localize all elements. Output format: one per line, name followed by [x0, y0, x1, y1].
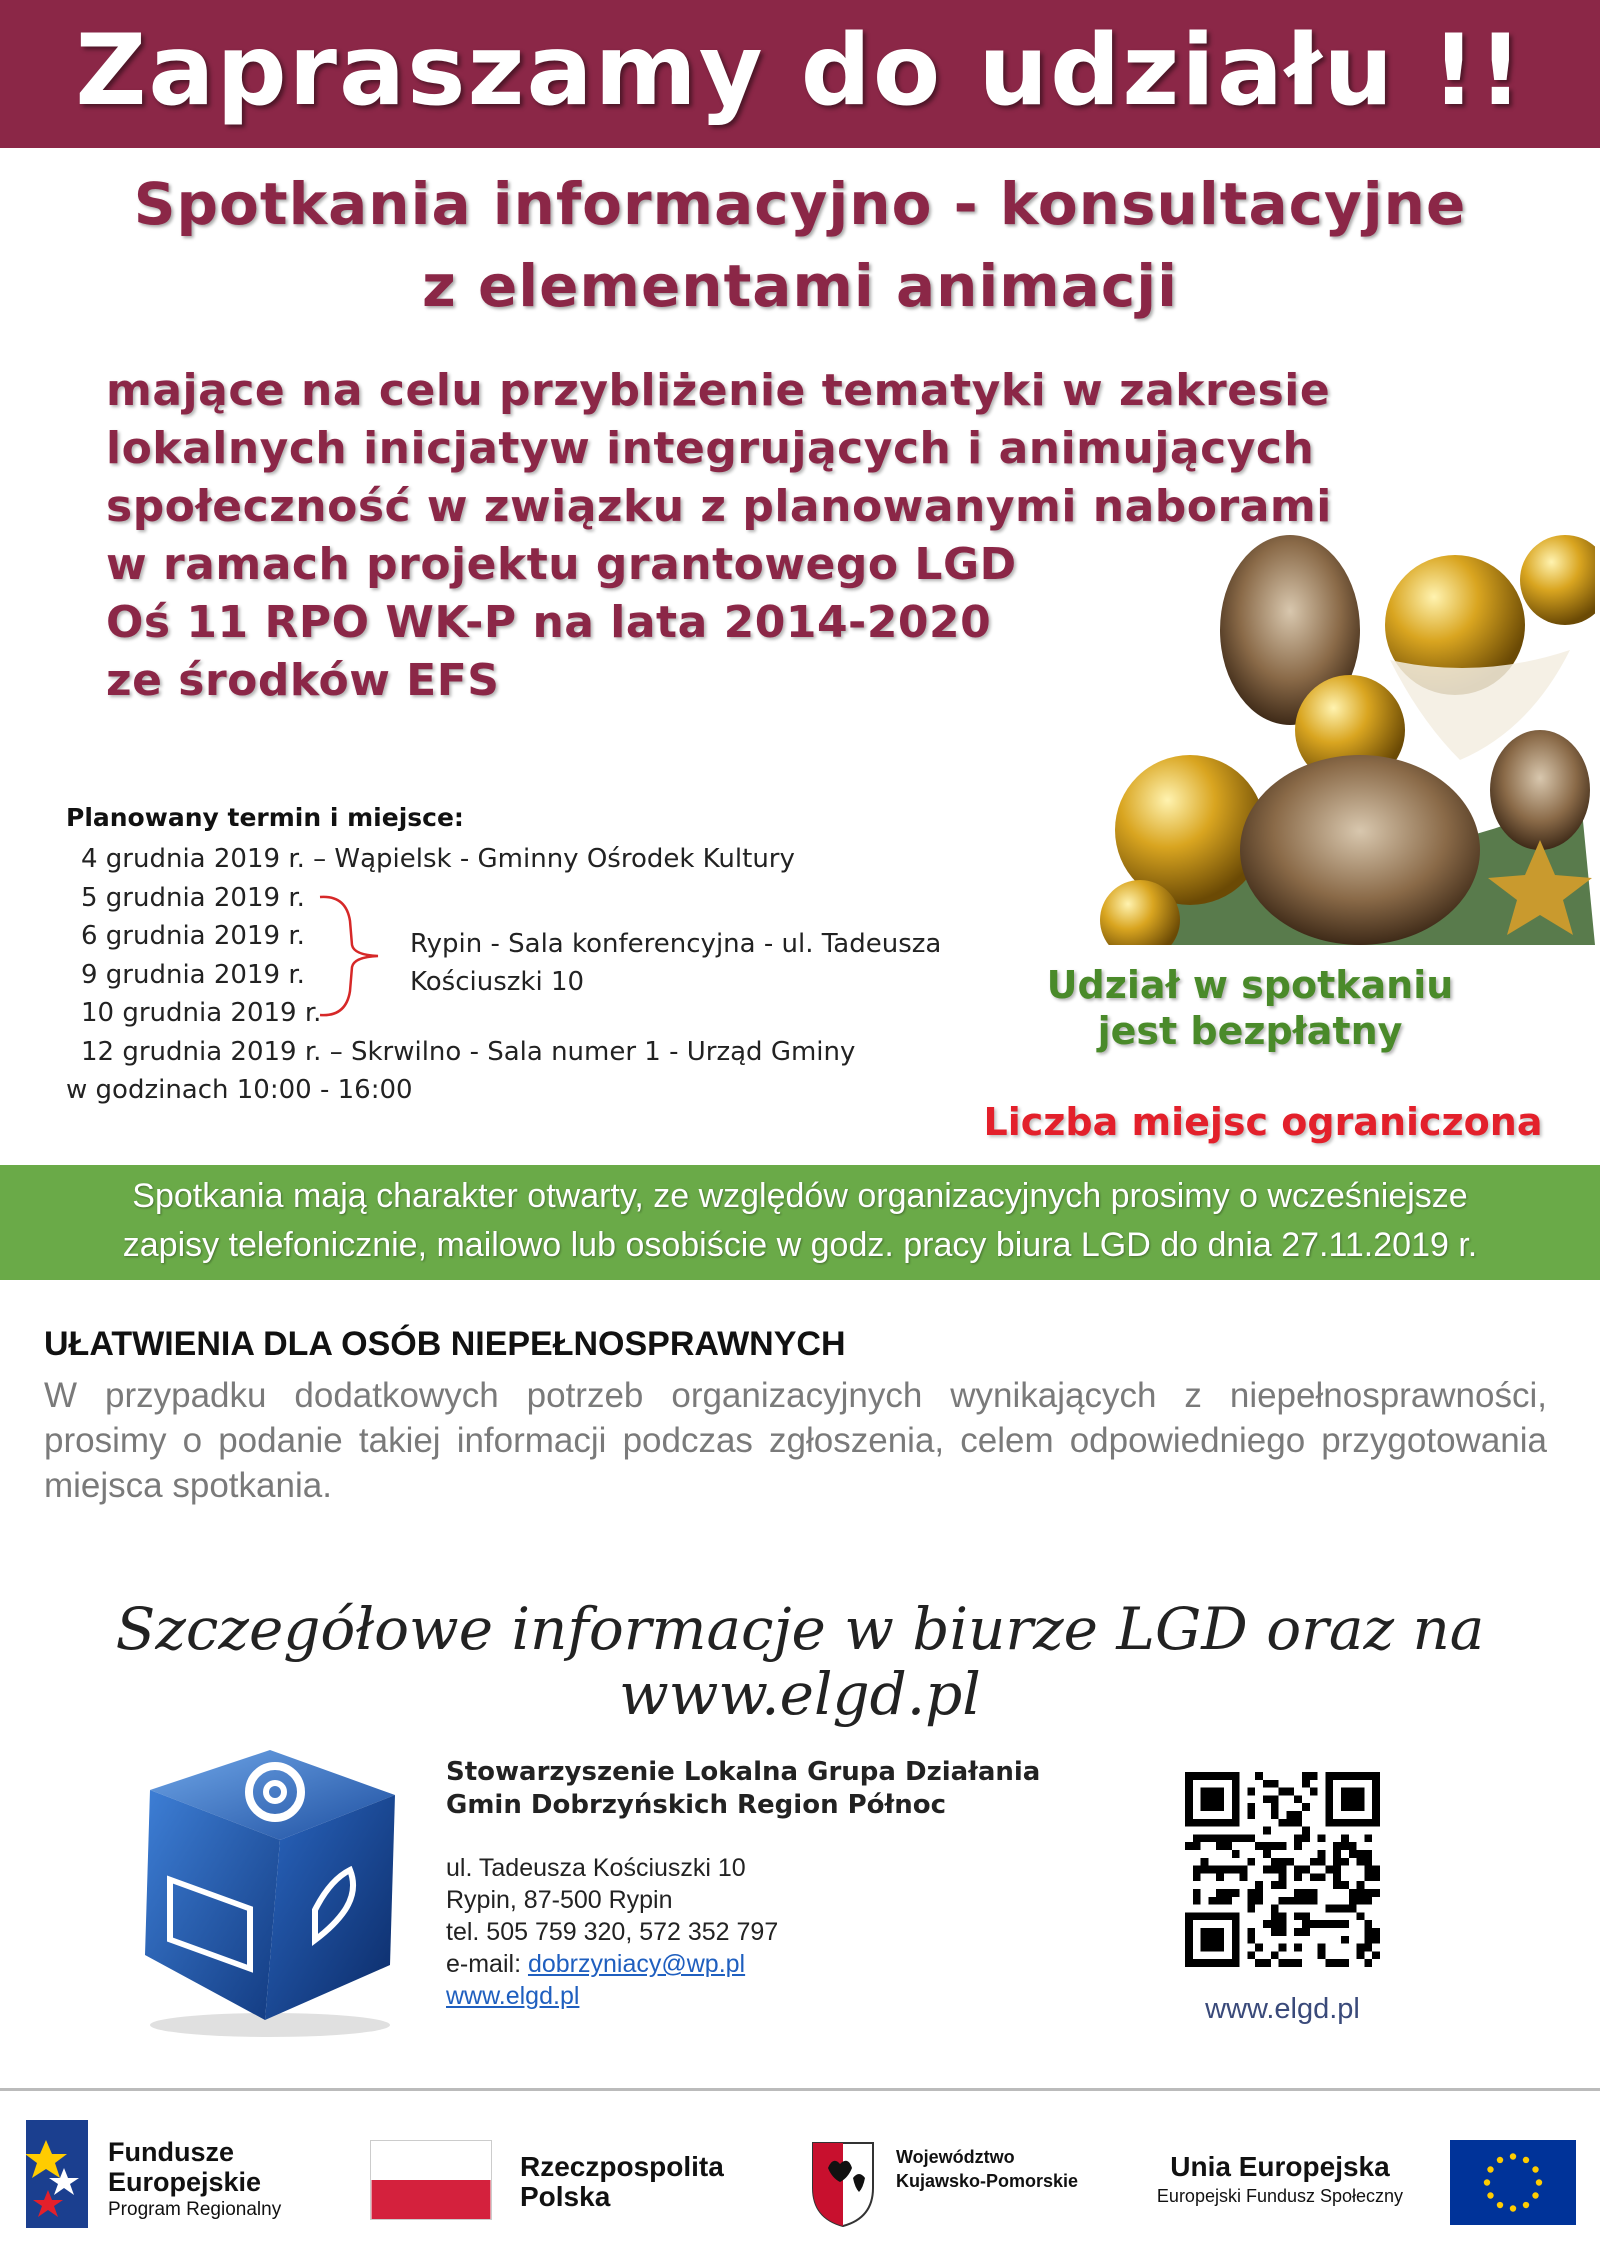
ue-line: Unia Europejska: [1170, 2151, 1390, 2182]
registration-text-line: zapisy telefonicznie, mailowo lub osobiście w godz. pracy biura LGD do dnia 27.11.2019 r.: [122, 1226, 1478, 1264]
kp-line: Województwo: [896, 2147, 1015, 2167]
rp-line: Polska: [520, 2181, 611, 2212]
contact-cube-icon: [130, 1740, 420, 2040]
city: Rypin, 87-500 Rypin: [446, 1886, 673, 1914]
free-note-line: Udział w spotkaniu: [1046, 963, 1454, 1007]
polish-flag-icon: [370, 2140, 492, 2220]
email-link[interactable]: dobrzyniacy@wp.pl: [527, 1950, 746, 1978]
limited-places-note: Liczba miejsc ograniczona: [983, 1100, 1543, 1144]
kujawsko-pomorskie-coat-of-arms-icon: [808, 2138, 878, 2228]
fe-line: Fundusze: [108, 2137, 234, 2167]
christmas-ornaments-icon: [1100, 530, 1595, 945]
description-line: w ramach projektu grantowego LGD: [106, 539, 1017, 590]
schedule-line: 6 grudnia 2019 r.: [81, 921, 305, 951]
qr-code-icon: [1185, 1772, 1380, 1967]
description-line: ze środków EFS: [106, 655, 500, 706]
schedule-line: 4 grudnia 2019 r. – Wąpielsk - Gminny Ośrodek Kultury: [81, 844, 795, 874]
page-title: Zapraszamy do udziału !!: [75, 14, 1525, 128]
schedule-line: 10 grudnia 2019 r.: [81, 998, 322, 1028]
info-line: Szczegółowe informacje w biurze LGD oraz na: [115, 1595, 1485, 1663]
schedule-line: 5 grudnia 2019 r.: [81, 882, 305, 913]
description-line: Oś 11 RPO WK-P na lata 2014-2020: [106, 597, 992, 648]
schedule-line: 12 grudnia 2019 r. – Skrwilno - Sala numer 1 - Urząd Gminy: [81, 1036, 856, 1067]
website-link[interactable]: www.elgd.pl: [446, 1982, 580, 2010]
phone: tel. 505 759 320, 572 352 797: [446, 1918, 779, 1946]
street: ul. Tadeusza Kościuszki 10: [446, 1854, 746, 1882]
organization-name: [446, 1756, 1040, 1822]
republic-of-poland-text: [520, 2152, 724, 2212]
free-note-line: jest bezpłatny: [1097, 1009, 1403, 1053]
info-website: www.elgd.pl: [619, 1660, 981, 1728]
registration-text-line: Spotkania mają charakter otwarty, ze względów organizacyjnych prosimy o wcześniejsze: [132, 1177, 1468, 1215]
free-participation-note: [1040, 962, 1460, 1054]
schedule-hours: w godzinach 10:00 - 16:00: [66, 1075, 413, 1105]
fe-line: Program Regionalny: [108, 2199, 282, 2220]
org-name-line: Gmin Dobrzyńskich Region Północ: [446, 1790, 946, 1820]
rypin-place-line: Rypin - Sala konferencyjna - ul. Tadeusza: [410, 929, 942, 959]
kp-line: Kujawsko-Pomorskie: [896, 2171, 1079, 2191]
org-name-line: Stowarzyszenie Lokalna Grupa Działania: [446, 1757, 1041, 1787]
schedule-heading: Planowany termin i miejsce:: [66, 803, 464, 832]
schedule-line: 9 grudnia 2019 r.: [81, 959, 305, 990]
fe-line: Europejskie: [108, 2167, 262, 2197]
footer-divider: [0, 2088, 1600, 2091]
description-line: mające na celu przybliżenie tematyki w zakresie: [106, 365, 1331, 416]
subtitle-line-2: z elementami animacji: [422, 252, 1178, 320]
qr-caption: www.elgd.pl: [1205, 1993, 1360, 2025]
email-label: e-mail:: [446, 1950, 528, 1978]
ue-line: Europejski Fundusz Społeczny: [1156, 2186, 1404, 2206]
european-union-text: [1130, 2150, 1430, 2208]
subtitle-line-1: Spotkania informacyjno - konsultacyjne: [133, 170, 1467, 238]
rypin-place: [410, 925, 941, 1001]
european-funds-text: [108, 2137, 281, 2223]
rypin-place-line: Kościuszki 10: [410, 967, 585, 997]
european-funds-logo-icon: [26, 2120, 88, 2228]
eu-flag-icon: [1450, 2140, 1576, 2225]
rp-line: Rzeczpospolita: [520, 2151, 724, 2182]
contact-address: [446, 1852, 778, 2012]
accessibility-heading: UŁATWIENIA DLA OSÓB NIEPEŁNOSPRAWNYCH: [44, 1325, 846, 1363]
email-row: [446, 1948, 778, 1980]
region-text: [896, 2145, 1078, 2193]
description-line: lokalnych inicjatyw integrujących i animujących: [106, 423, 1315, 474]
description-line: społeczność w związku z planowanymi naborami: [106, 481, 1332, 532]
accessibility-text: W przypadku dodatkowych potrzeb organizacyjnych wynikających z niepełnosprawności, prosimy o podanie takiej informacji podczas zgłoszenia, celem odpowiedniego przygotowania miejsca spotkania.: [44, 1376, 1547, 1505]
bracket-icon: [316, 893, 386, 1019]
